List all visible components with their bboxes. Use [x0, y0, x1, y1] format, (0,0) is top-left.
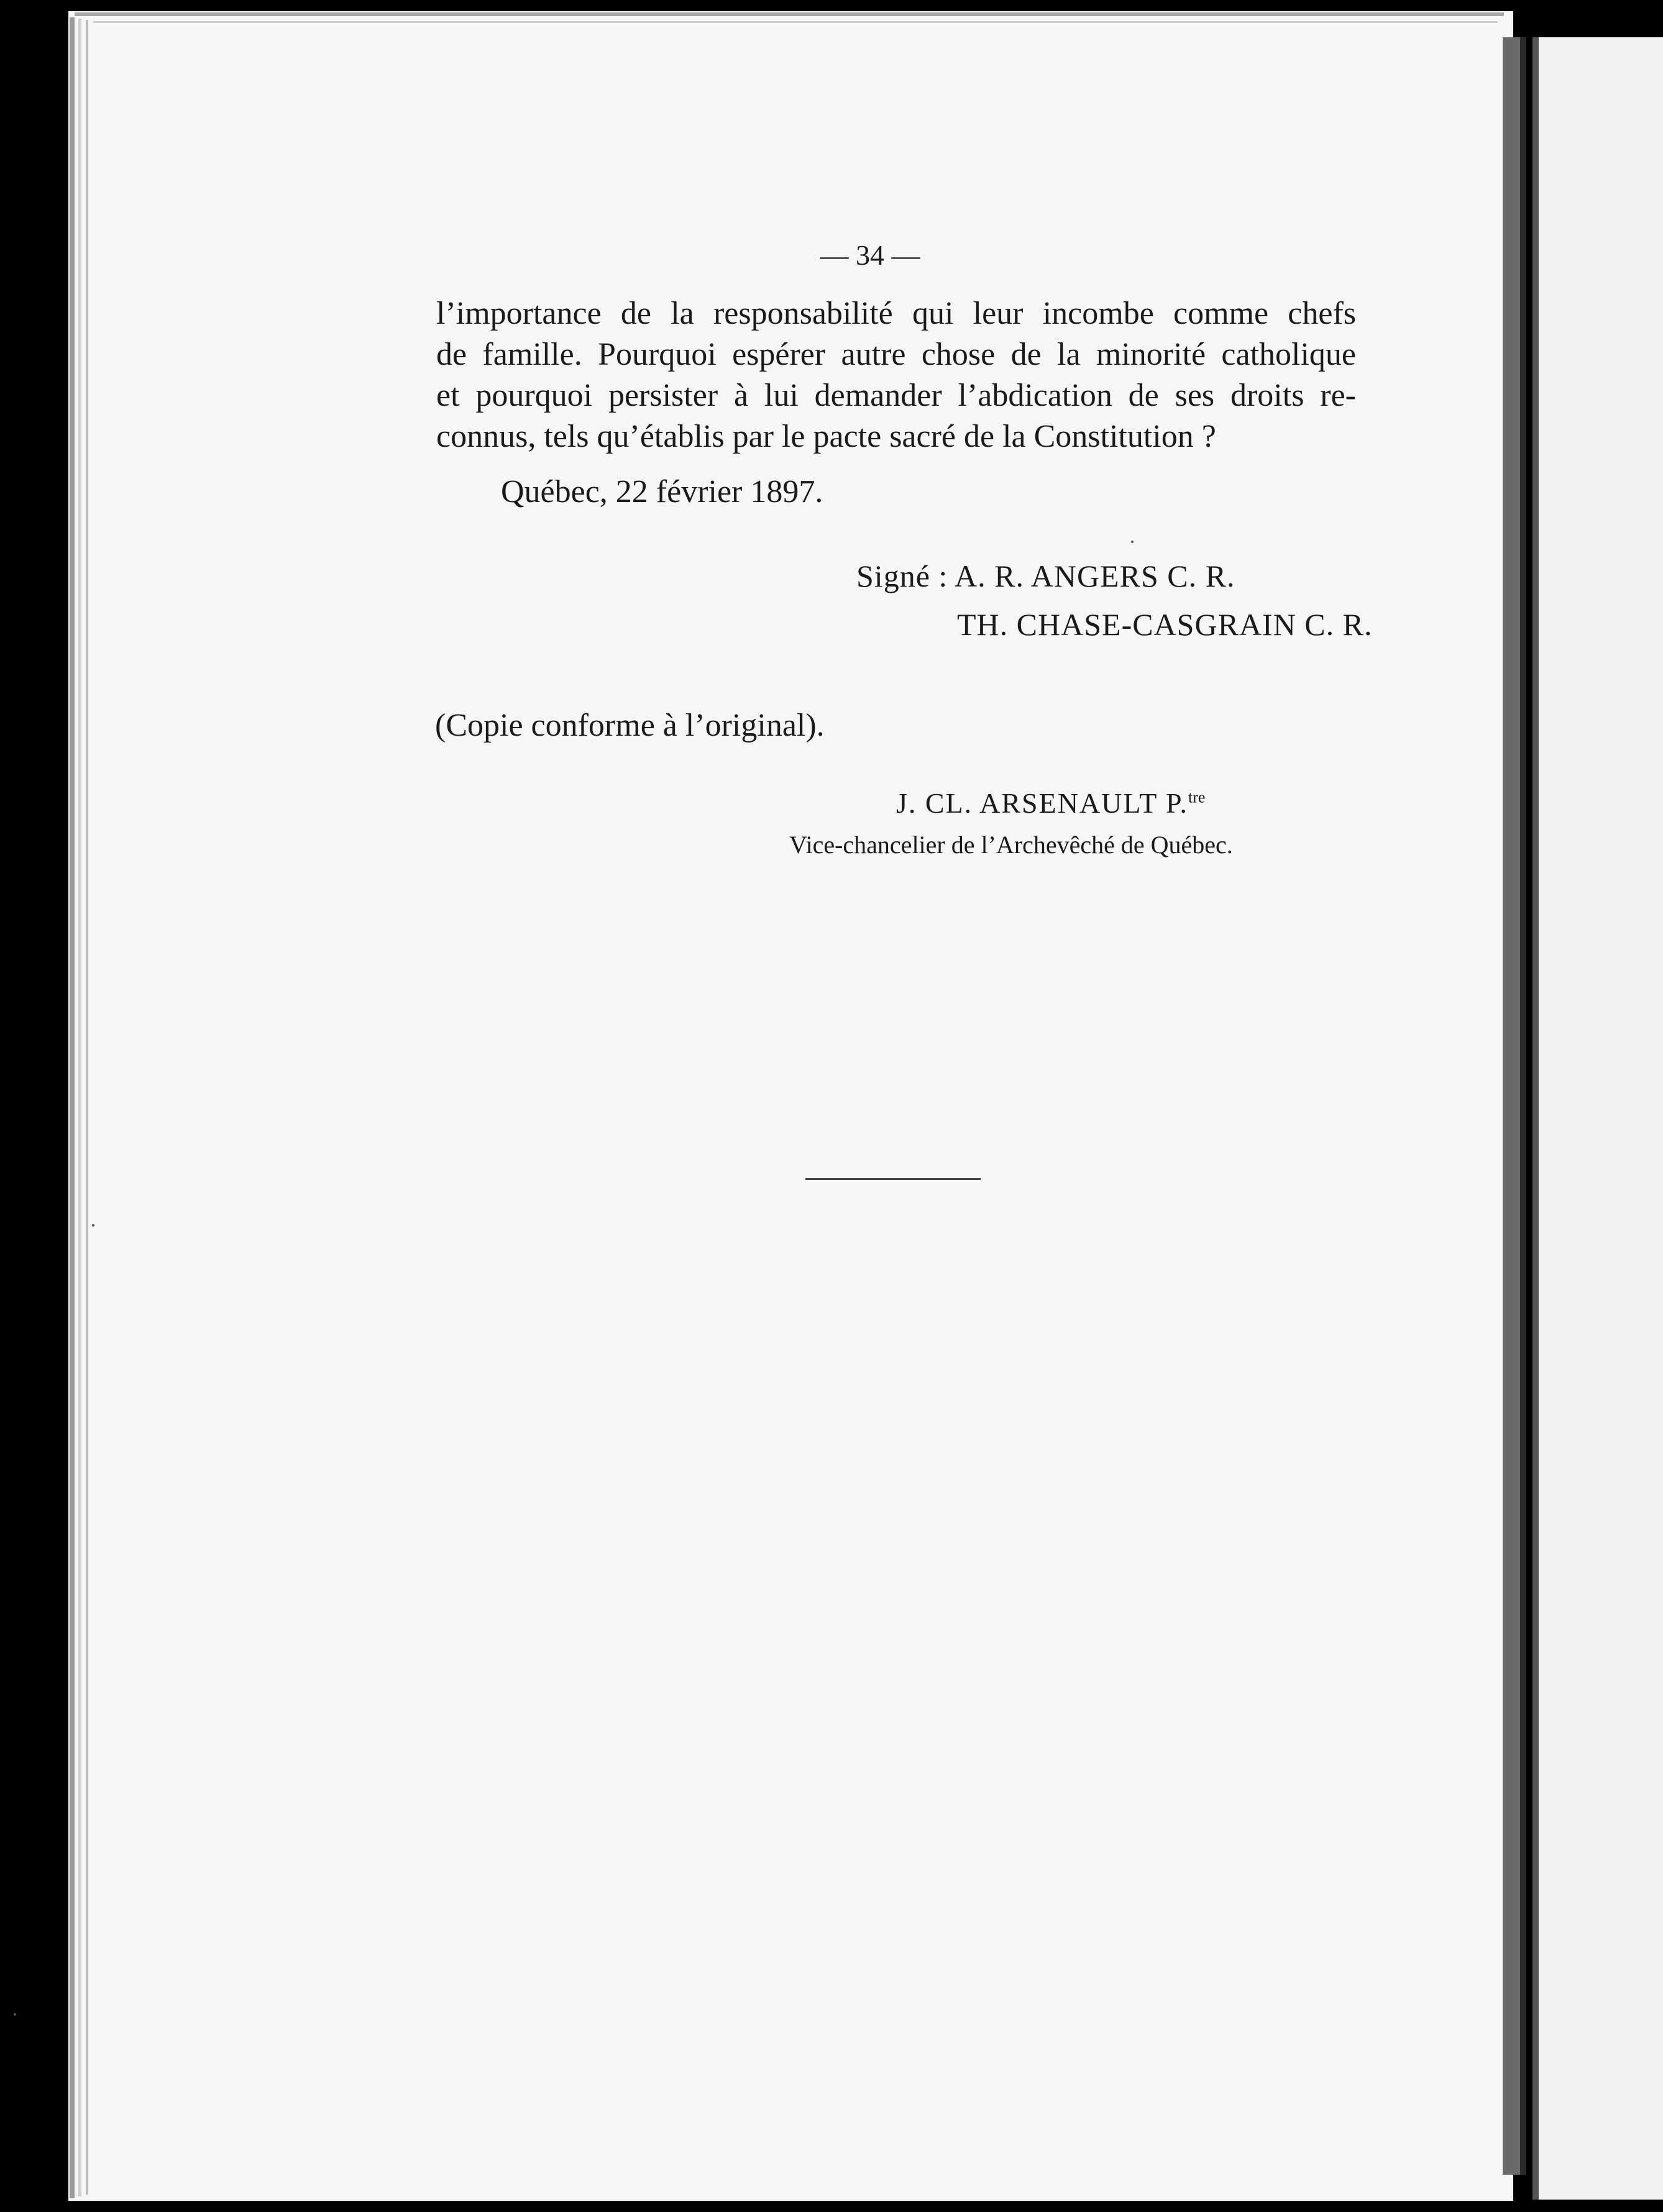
signature-arsenault-suffix: tre	[1188, 788, 1206, 807]
page-left-edge	[70, 17, 75, 2198]
adjacent-page-edge	[1532, 37, 1539, 2200]
signature-arsenault-name: J. CL. ARSENAULT P.	[896, 787, 1189, 819]
copy-conformity-note: (Copie conforme à l’original).	[435, 708, 825, 743]
scan-speck	[14, 2013, 16, 2016]
closing-rule	[805, 1178, 981, 1180]
adjacent-page	[1534, 37, 1663, 2200]
page-top-edge	[75, 12, 1504, 16]
paragraph-line: l’importance de la responsabilité qui leur incombe comme chefs	[436, 296, 1356, 331]
signature-arsenault	[896, 787, 1205, 820]
page-left-edge-inner-2	[86, 20, 88, 2195]
paragraph-line: et pourquoi persister à lui demander l’abdication de ses droits re-	[436, 378, 1356, 413]
signature-arsenault-title: Vice-chancelier de l’Archevêché de Québec.	[789, 831, 1233, 859]
signature-angers: Signé : A. R. ANGERS C. R.	[856, 559, 1235, 593]
signature-chase-casgrain: TH. CHASE-CASGRAIN C. R.	[957, 607, 1373, 642]
book-gutter-shadow	[1503, 37, 1520, 2175]
paragraph-line: connus, tels qu’établis par le pacte sacré de la Constitution ?	[436, 419, 1216, 454]
scan-speck	[92, 1224, 94, 1227]
page-left-edge-inner	[78, 19, 81, 2196]
book-gutter-dark	[1520, 37, 1526, 2175]
date-line: Québec, 22 février 1897.	[501, 474, 823, 510]
paragraph-line: de famille. Pourquoi espérer autre chose de la minorité catholique	[436, 337, 1356, 372]
page-top-edge-inner	[93, 21, 1498, 23]
page-number: — 34 —	[820, 239, 920, 271]
body-paragraph	[436, 293, 1356, 457]
scan-speck	[1131, 541, 1134, 543]
